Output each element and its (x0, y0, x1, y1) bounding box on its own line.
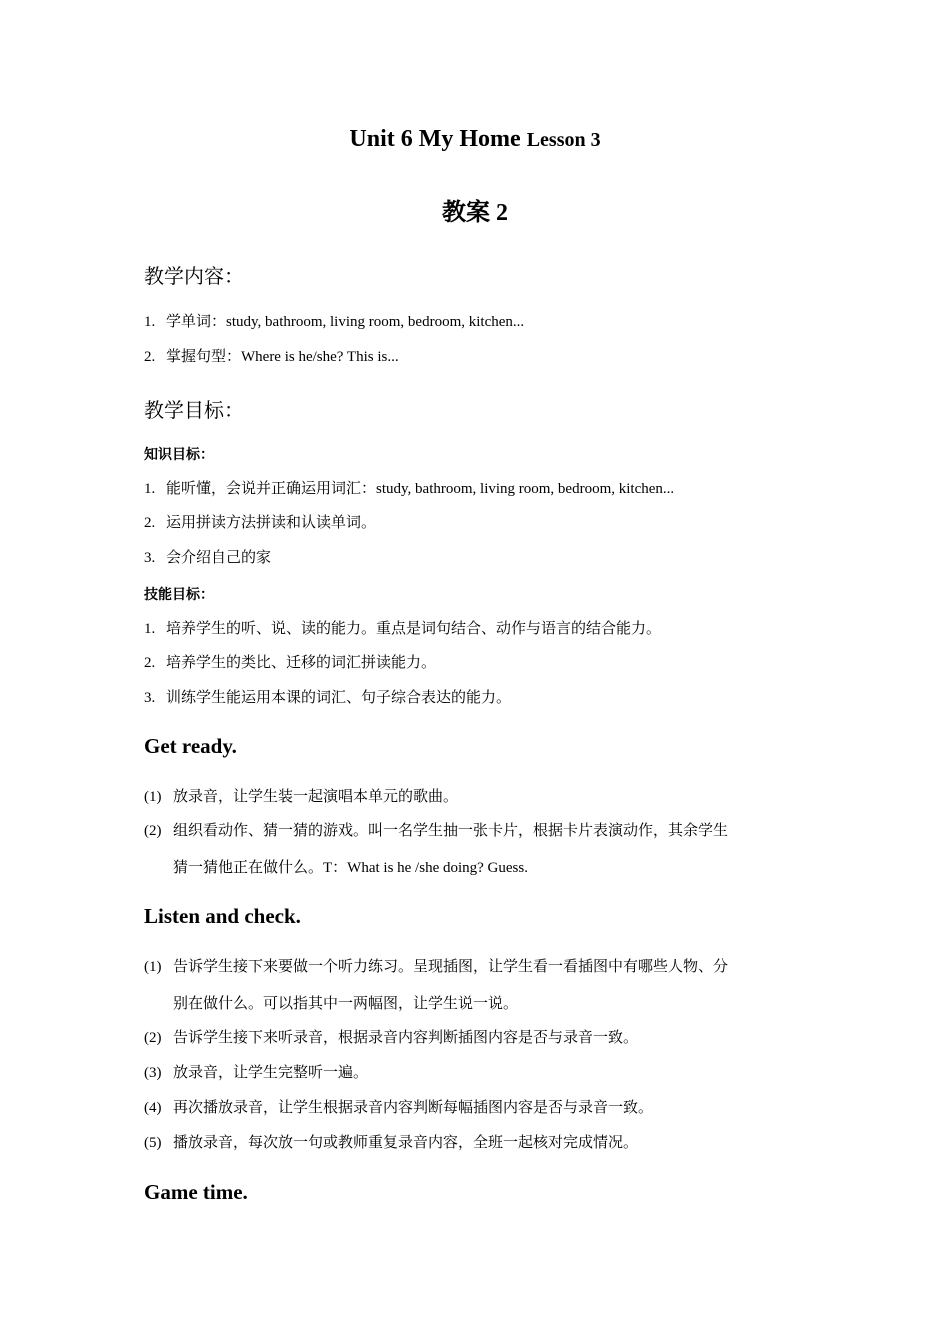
item-number: 2. (144, 349, 156, 365)
content-heading: 教学内容： (144, 264, 244, 288)
item-number: 3. (144, 550, 156, 566)
skill-item (144, 688, 511, 708)
item-text: 会介绍自己的家 (166, 550, 272, 566)
item-number: 2. (144, 655, 156, 671)
item-number: (3) (144, 1065, 162, 1081)
goals-heading: 教学目标： (144, 398, 244, 422)
get-ready-item (144, 821, 728, 841)
item-text: 放录音，让学生完整听一遍。 (173, 1065, 369, 1081)
item-text: 运用拼读方法拼读和认读单词。 (166, 515, 377, 531)
item-text: 再次播放录音，让学生根据录音内容判断每幅插图内容是否与录音一致。 (173, 1100, 654, 1116)
listen-check-item (144, 1028, 638, 1048)
item-number: (4) (144, 1100, 162, 1116)
get-ready-item (144, 787, 458, 807)
item-text: 培养学生的听、说、读的能力。重点是词句结合、动作与语言的结合能力。 (166, 621, 662, 637)
item-text: 掌握句型：Where is he/she? This is... (166, 349, 399, 365)
item-text: 播放录音，每次放一句或教师重复录音内容，全班一起核对完成情况。 (173, 1135, 639, 1151)
item-number: 1. (144, 314, 156, 330)
item-number: 3. (144, 690, 156, 706)
item-text: 告诉学生接下来听录音，根据录音内容判断插图内容是否与录音一致。 (173, 1030, 639, 1046)
item-number: (2) (144, 1030, 162, 1046)
knowledge-goals-heading: 知识目标： (144, 447, 214, 463)
item-number: 2. (144, 515, 156, 531)
listen-check-item-continuation: 别在做什么。可以指其中一两幅图，让学生说一说。 (173, 996, 519, 1012)
unit-title: Unit 6 My Home (349, 126, 521, 152)
knowledge-item (144, 479, 674, 499)
item-text: 告诉学生接下来要做一个听力练习。呈现插图，让学生看一看插图中有哪些人物、分 (173, 959, 729, 975)
item-text: 能听懂，会说并正确运用词汇：study, bathroom, living room, bedroom, kitchen... (166, 481, 675, 497)
content-item (144, 347, 399, 367)
listen-check-heading: Listen and check. (144, 904, 301, 928)
item-text: 培养学生的类比、迁移的词汇拼读能力。 (166, 655, 437, 671)
skill-item (144, 619, 661, 639)
skill-goals-heading: 技能目标： (144, 587, 214, 603)
lesson-label: Lesson 3 (526, 129, 601, 151)
get-ready-item-continuation: 猜一猜他正在做什么。T：What is he /she doing? Guess. (173, 860, 528, 876)
listen-check-item (144, 1098, 653, 1118)
item-number: (5) (144, 1135, 162, 1151)
game-time-heading: Game time. (144, 1180, 248, 1204)
document-title (0, 126, 950, 153)
listen-check-item (144, 1133, 638, 1153)
knowledge-item (144, 513, 376, 533)
item-number: (2) (144, 823, 162, 839)
knowledge-item (144, 548, 271, 568)
item-number: (1) (144, 789, 162, 805)
item-text: 放录音，让学生装一起演唱本单元的歌曲。 (173, 789, 459, 805)
item-text: 组织看动作、猜一猜的游戏。叫一名学生抽一张卡片，根据卡片表演动作，其余学生 (173, 823, 729, 839)
listen-check-item (144, 957, 728, 977)
document-subtitle: 教案 2 (442, 200, 508, 226)
content-item (144, 312, 524, 332)
item-number: 1. (144, 621, 156, 637)
listen-check-item (144, 1063, 368, 1083)
item-text: 训练学生能运用本课的词汇、句子综合表达的能力。 (166, 690, 512, 706)
skill-item (144, 653, 436, 673)
get-ready-heading: Get ready. (144, 734, 237, 758)
item-text: 学单词：study, bathroom, living room, bedroom, kitchen... (166, 314, 525, 330)
item-number: (1) (144, 959, 162, 975)
item-number: 1. (144, 481, 156, 497)
